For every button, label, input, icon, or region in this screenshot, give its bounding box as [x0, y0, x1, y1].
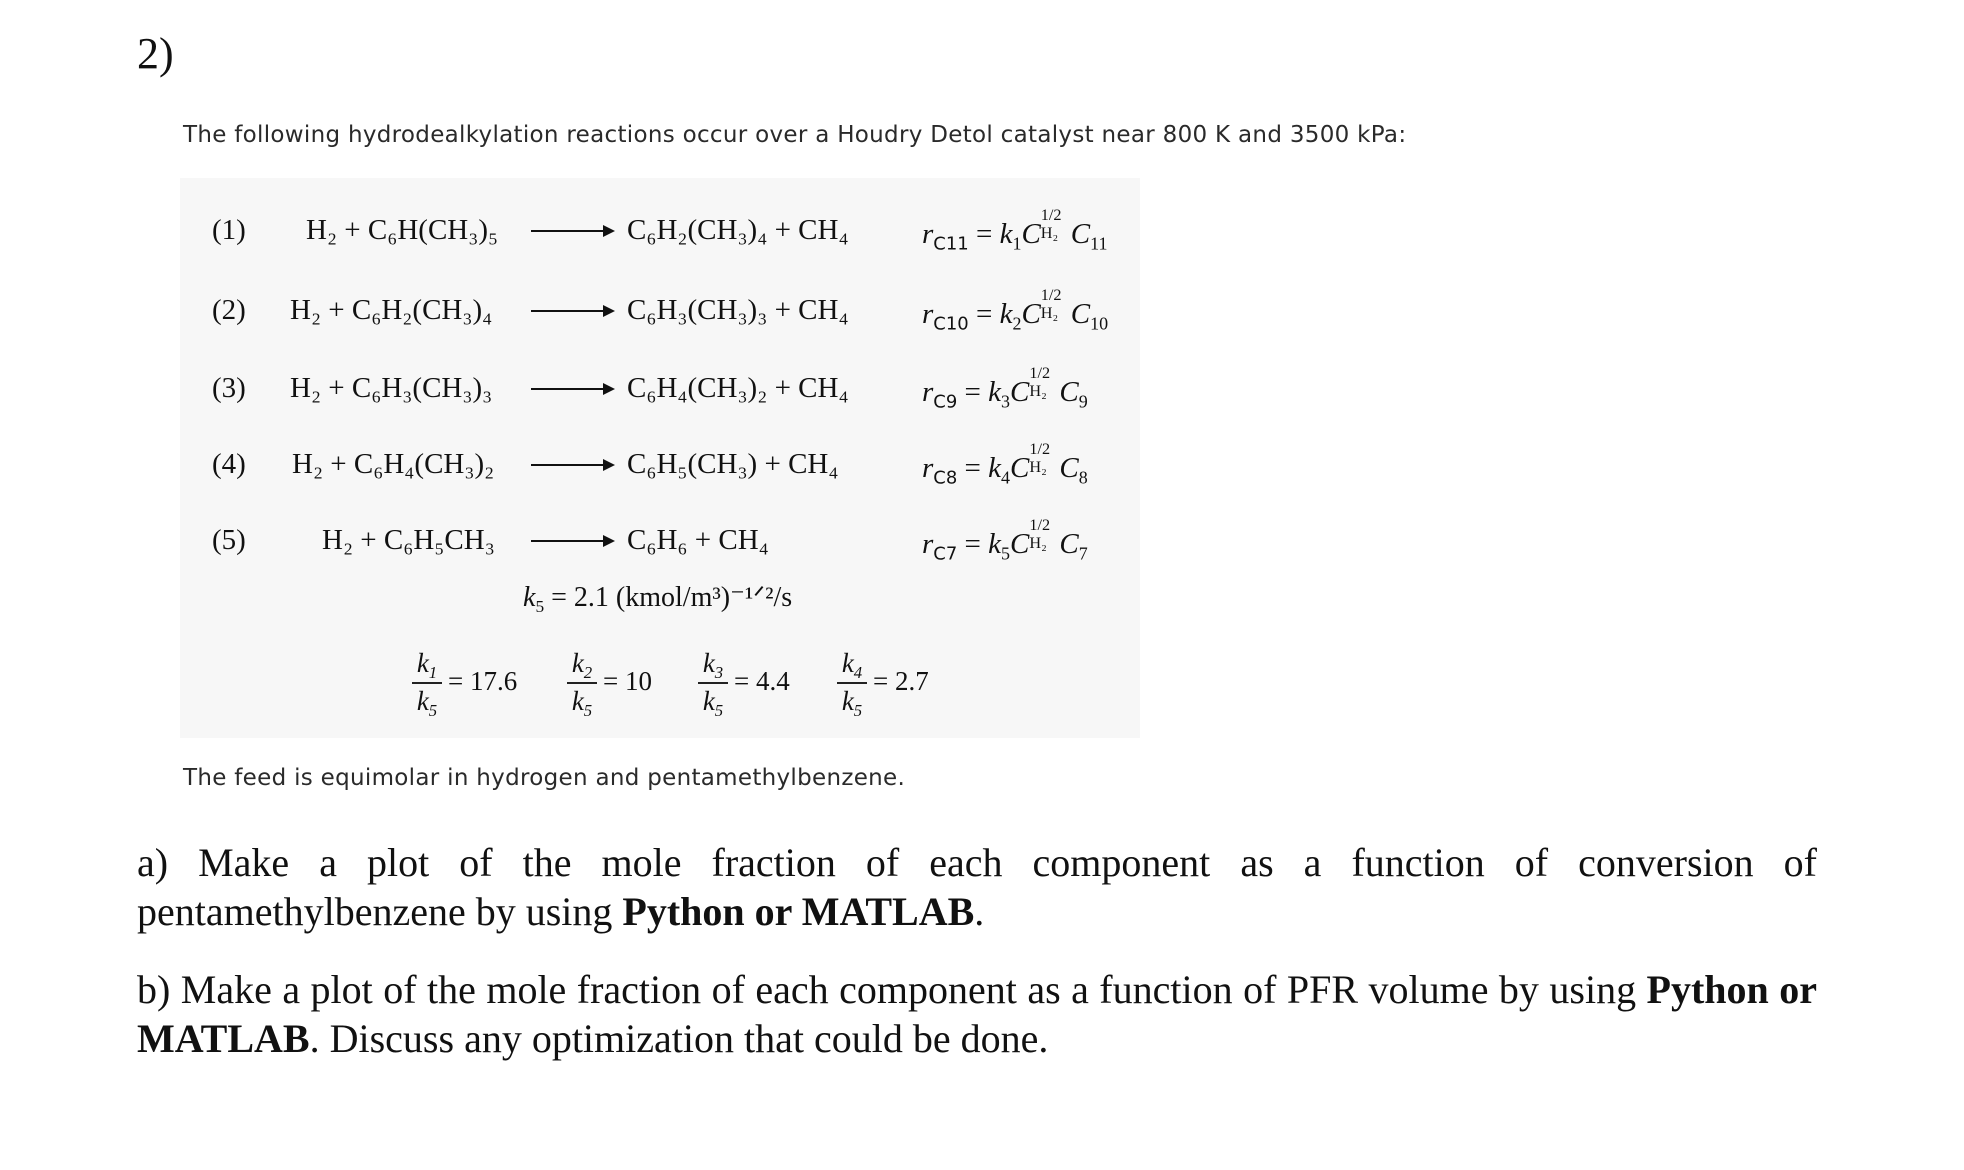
part-b-tail: . Discuss any optimization that could be done. [309, 1016, 1049, 1061]
ratio-denominator-subscript: 5 [428, 700, 438, 720]
question-part-b [137, 965, 1817, 1063]
k-subscript: 4 [1001, 467, 1010, 488]
part-a-text: a) Make a plot of the mole fraction of each component as a function of conversion of pentamethylbenzene by using [137, 840, 1817, 934]
k-subscript: 3 [1001, 391, 1010, 412]
reaction-reactants: H₂ + C₆H₃(CH₃)₃ [290, 372, 493, 404]
reaction-row [180, 516, 1140, 566]
intro-text: The following hydrodealkylation reactions occur over a Houdry Detol catalyst near 800 K and 3500 kPa: [183, 122, 1407, 148]
rate-subscript: C11 [933, 233, 969, 255]
reaction-arrow-icon [531, 214, 615, 248]
rate-exponent: 1/2 [1029, 440, 1051, 459]
c-subscript: 7 [1078, 543, 1088, 564]
ratio-value: = 4.4 [734, 666, 790, 696]
rate-subscript: C9 [933, 391, 958, 413]
rate-h2-subscript: H₂ [1040, 224, 1059, 243]
reaction-row [180, 206, 1140, 256]
reaction-arrow-icon [531, 448, 615, 482]
k-subscript: 2 [1012, 313, 1022, 334]
reaction-reactants: H₂ + C₆H₄(CH₃)₂ [292, 448, 495, 480]
rate-exponent: 1/2 [1029, 364, 1051, 383]
ratio-value: = 10 [603, 666, 652, 696]
reaction-products: C₆H₂(CH₃)₄ + CH₄ [627, 214, 849, 246]
rate-subscript: C10 [933, 313, 969, 335]
ratio-numerator-subscript: 3 [714, 662, 724, 682]
k5-value: = 2.1 (kmol/m³)⁻¹ᐟ²/s [551, 582, 793, 613]
part-b-bold: Python or MATLAB [137, 967, 1818, 1061]
reaction-reactants: H₂ + C₆H₂(CH₃)₄ [290, 294, 493, 326]
k5-symbol: k [523, 582, 536, 613]
ratio-numerator-subscript: 1 [428, 662, 438, 682]
reaction-arrow-icon [531, 524, 615, 558]
reaction-scheme-image: (1) H₂ + C₆H(CH₃)₅ C₆H₂(CH₃)₄ + CH₄ $r_{C11} = k_1C$ 1/2 H₂ $C_{11}$ (2) H₂ + C₆H₂(CH₃)₄ C₆H₃(CH₃)₃ + CH₄ $r_{C10} = k_2C$ 1/2 H₂ $C_{10}$ (3) H₂ + C₆H₃(CH₃)₃ C₆H₄(CH₃)₂ + CH₄ $r_{C9} = k_3C$ 1/2 H₂ $C_9$ (4) H₂ + C₆H₄(CH₃)₂ C₆H₅(CH₃) + CH₄ $r_{C8} = k_4C$ 1/2 H₂ $C_8$ (5) H₂ + C₆H₅CH₃ C₆H₆ + CH₄ $r_{C7} = k_5C$ 1/2 H₂ $C_7$ $k_5 = 2.1$ (kmol/m³)⁻¹ᐟ²/s $k_1$ $k_5$ = 17.6 $k_2$ $k_5$ = 10 $k_3$ $k_5$ = 4.4 $k_4$ $k_5$ = 2.7 [180, 178, 1140, 738]
k5-subscript: 5 [535, 597, 545, 617]
rate-law: $r_{C11} = k_1C$ 1/2 H₂ $C_{11}$ [922, 206, 1108, 255]
c-subscript: 9 [1078, 391, 1088, 412]
reaction-arrow-icon [531, 372, 615, 406]
ratio-numerator-subscript: 2 [583, 662, 593, 682]
part-b-text: b) Make a plot of the mole fraction of each component as a function of PFR volume by using [137, 967, 1647, 1012]
reaction-number: (2) [212, 294, 246, 326]
part-a-bold: Python or MATLAB [622, 889, 975, 934]
rate-h2-subscript: H₂ [1029, 534, 1047, 553]
reaction-reactants: H₂ + C₆H(CH₃)₅ [306, 214, 499, 246]
rate-h2-subscript: H₂ [1029, 382, 1047, 401]
reaction-products: C₆H₃(CH₃)₃ + CH₄ [627, 294, 849, 326]
reaction-row [180, 364, 1140, 414]
reaction-row [180, 440, 1140, 490]
question-part-a [137, 838, 1817, 936]
rate-h2-subscript: H₂ [1029, 458, 1047, 477]
ratio-denominator-subscript: 5 [853, 700, 863, 720]
k-subscript: 5 [1001, 543, 1010, 564]
rate-law: $r_{C8} = k_4C$ 1/2 H₂ $C_8$ [922, 440, 1088, 489]
reaction-number: (3) [212, 372, 246, 404]
rate-exponent: 1/2 [1029, 516, 1051, 535]
rate-subscript: C8 [933, 467, 958, 489]
ratio-value: = 17.6 [448, 666, 518, 696]
rate-law: $r_{C9} = k_3C$ 1/2 H₂ $C_9$ [922, 364, 1088, 413]
ratio-denominator-subscript: 5 [583, 700, 593, 720]
feed-description: The feed is equimolar in hydrogen and pentamethylbenzene. [183, 765, 906, 791]
part-a-tail: . [974, 889, 985, 934]
question-number: 2) [137, 29, 174, 78]
rate-law: $r_{C7} = k_5C$ 1/2 H₂ $C_7$ [922, 516, 1088, 565]
reaction-row [180, 286, 1140, 336]
rate-h2-subscript: H₂ [1040, 304, 1059, 323]
rate-exponent: 1/2 [1040, 206, 1062, 225]
rate-exponent: 1/2 [1040, 286, 1062, 305]
ratio-denominator-subscript: 5 [714, 700, 724, 720]
c-subscript: 11 [1090, 233, 1108, 254]
reaction-reactants: H₂ + C₆H₅CH₃ [322, 524, 495, 556]
k-subscript: 1 [1012, 233, 1022, 254]
k5-equation [523, 580, 793, 617]
reaction-arrow-icon [531, 294, 615, 328]
reaction-number: (1) [212, 214, 246, 246]
c-subscript: 8 [1078, 467, 1088, 488]
reaction-products: C₆H₄(CH₃)₂ + CH₄ [627, 372, 849, 404]
reaction-products: C₆H₆ + CH₄ [627, 524, 769, 556]
rate-subscript: C7 [933, 543, 958, 565]
reaction-number: (5) [212, 524, 246, 556]
ratio-value: = 2.7 [873, 666, 929, 696]
reaction-number: (4) [212, 448, 246, 480]
rate-law: $r_{C10} = k_2C$ 1/2 H₂ $C_{10}$ [922, 286, 1109, 335]
c-subscript: 10 [1090, 313, 1109, 334]
ratio-numerator-subscript: 4 [853, 662, 863, 682]
reaction-products: C₆H₅(CH₃) + CH₄ [627, 448, 839, 480]
